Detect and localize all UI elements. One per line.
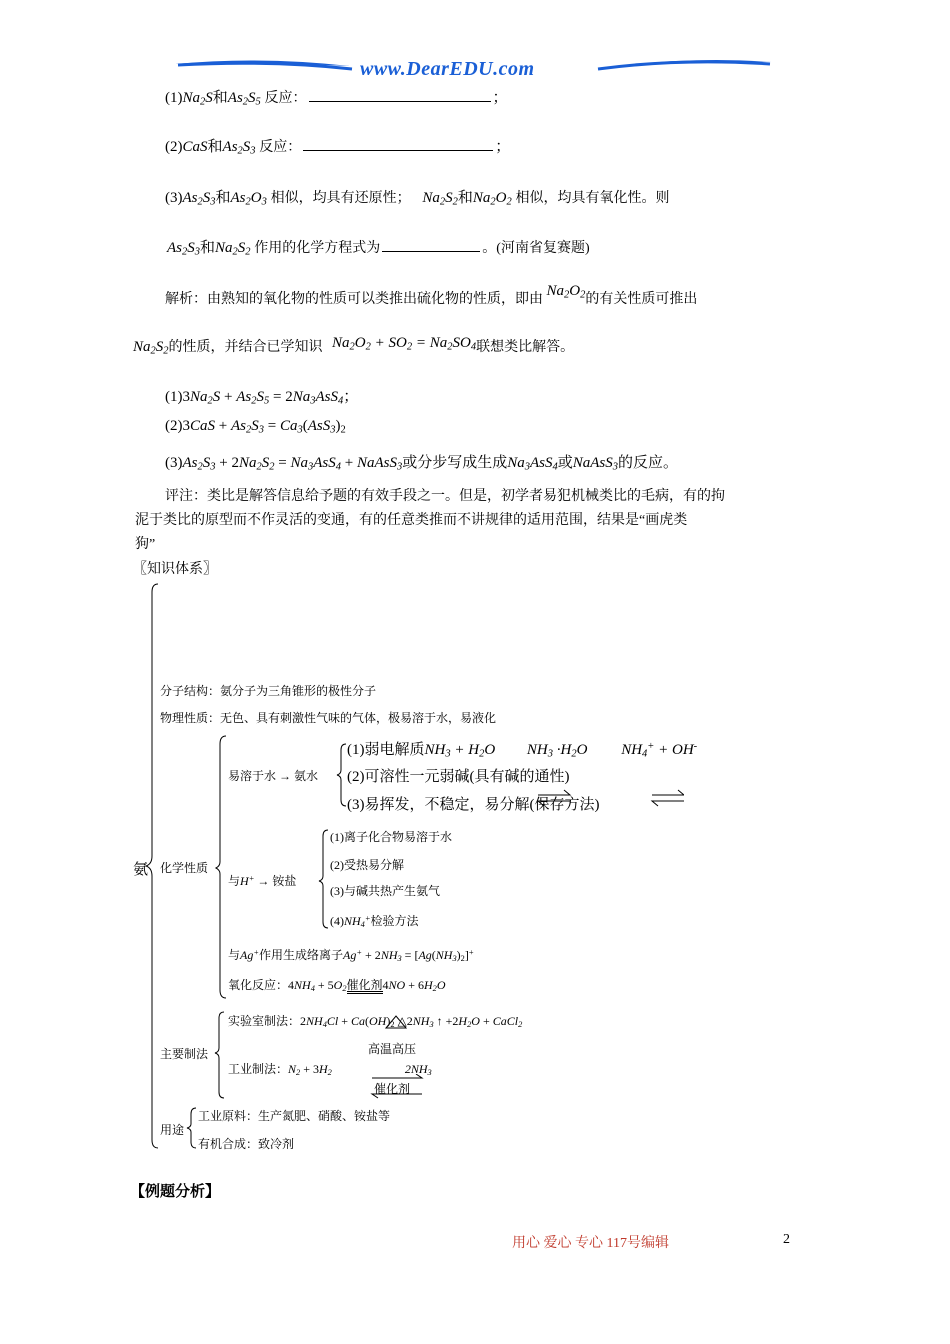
tree-hthp: 高温高压: [368, 1042, 417, 1056]
page-number: 2: [783, 1232, 790, 1247]
tree-silver-complex: 与Ag+作用生成络离子$Ag^+ + 2NH_3 = [Ag(NH_3)_2]^+$: [228, 947, 474, 964]
analysis-line-1: 解析：由熟知的氧化物的性质可以类推出硫化物的性质，即由 $Na_2O_2$的有关性质可推出: [165, 283, 698, 307]
comment-line-3: 狗”: [135, 537, 156, 552]
tree-chemical: 化学性质: [160, 861, 209, 875]
question-3-line-1: $(3)As_2S_3$和$As_2O_3$ 相似，均具有还原性； $Na_2S_2$和$Na_2O_2$ 相似，均具有氧化性。则: [165, 190, 670, 208]
tree-water-3: (3)易挥发，不稳定，易分解(保存方法): [347, 797, 600, 813]
equilibrium-arrows: [534, 788, 684, 810]
comment-line-1: 评注：类比是解答信息给予题的有效手段之一。但是，初学者易犯机械类比的毛病，有的拘: [165, 489, 725, 504]
tree-water-branch: 易溶于水 → 氨水: [228, 769, 319, 783]
example-heading: 【例题分析】: [130, 1184, 221, 1200]
question-2: (2)CaS和$As_2S_3$ 反应： ；: [165, 139, 511, 157]
tree-salt-4: $(4)NH_4^+$检验方法: [330, 913, 419, 930]
tree-industrial-method: 工业制法：$N_2 + 3H_2$ $2NH_3$: [228, 1062, 432, 1078]
tree-structure: 分子结构：氨分子为三角锥形的极性分子: [160, 684, 377, 698]
tree-acid-branch: 与H+ → 铵盐: [228, 873, 297, 888]
heating-triangle: [384, 1012, 408, 1030]
knowledge-heading: 〖知识体系〗: [133, 562, 217, 577]
tree-uses: 用途: [160, 1123, 185, 1137]
tree-lab-method: 实验室制法：$2NH_4Cl + Ca(OH)_2$ $\triangle 2NH_3$ ↑ $+2H_2O$ + CaCl$_2$: [228, 1014, 523, 1030]
tree-salt-3: (3)与碱共热产生氨气: [330, 884, 440, 898]
tree-root-ammonia: 氨: [133, 862, 149, 878]
tree-water-2: (2)可溶性一元弱碱(具有碱的通性): [347, 769, 570, 785]
reversible-arrows: [370, 1074, 426, 1100]
analysis-line-2: $Na_2S_2$的性质，并结合已学知识 $Na_2O_2 + SO_2 = Na_2SO_4$联想类比解答。: [133, 335, 575, 357]
footer-text: 用心 爱心 专心 117号编辑: [512, 1236, 669, 1251]
tree-oxidation: 氧化反应：$4NH_4 + 5O_2$催化剂$4NO + 6H_2O$: [228, 978, 446, 994]
tree-physical: 物理性质：无色、具有刺激性气味的气体，极易溶于水，易液化: [160, 711, 497, 725]
answer-3: $(3)As_2S_3 + 2Na_2S_2 = Na_3AsS_4$ + NaAsS$_3$或分步写成生成$Na_3AsS_4$或NaAsS$_3$的反应。: [165, 455, 679, 473]
question-3-line-2: $As_2S_3$和$Na_2S_2$ 作用的化学方程式为 。(河南省复赛题): [167, 240, 590, 258]
tree-water-1: (1)弱电解质$NH_3 + H_2O$ $NH_3 \cdot H_2O$ $NH_4^+ + OH^-$: [347, 740, 698, 760]
comment-line-2: 泥于类比的原型而不作灵活的变通，有的任意类推而不讲规律的适用范围，结果是“画虎类: [135, 513, 688, 528]
tree-preparation: 主要制法: [160, 1047, 209, 1061]
tree-use-2: 有机合成：致冷剂: [198, 1137, 295, 1151]
tree-salt-2: (2)受热易分解: [330, 858, 404, 872]
tree-salt-1: (1)离子化合物易溶于水: [330, 830, 452, 844]
header-site-text: www.DearEDU.com: [360, 58, 535, 80]
answer-2: $(2)3CaS + As_2S_3 = Ca_3(AsS_3)_2$: [165, 418, 346, 436]
tree-use-1: 工业原料：生产氮肥、硝酸、铵盐等: [198, 1109, 391, 1123]
tree-catalyst-2: 催化剂: [374, 1082, 411, 1096]
answer-1: $(1)3Na_2S + As_2S_5 = 2Na_3AsS_4$；: [165, 389, 359, 407]
question-1: $(1)Na_2S$和$As_2S_5$ 反应： ；: [165, 90, 508, 108]
